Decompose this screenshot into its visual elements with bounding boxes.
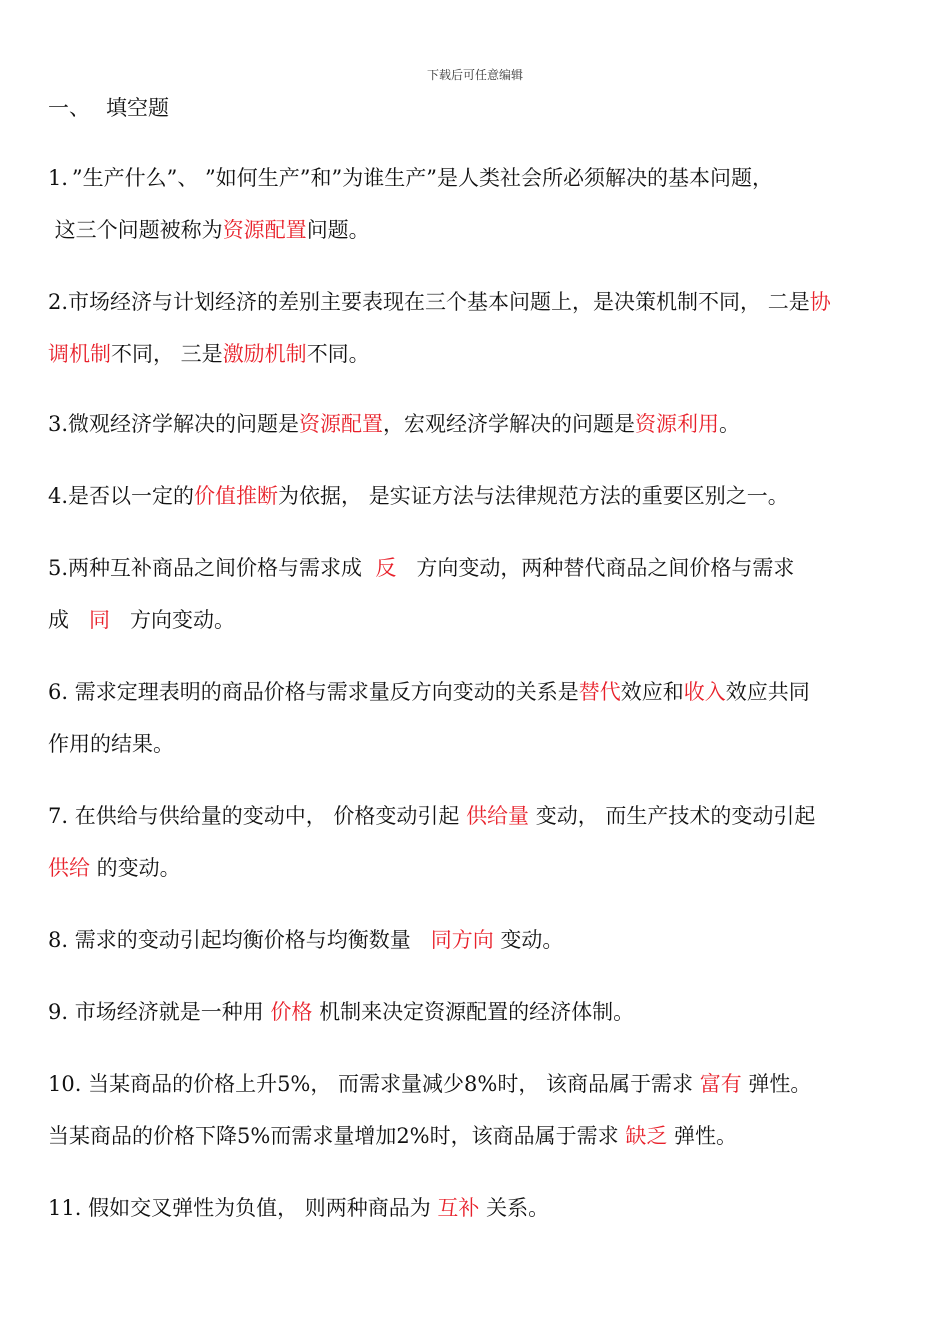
question-text: 7. 在供给与供给量的变动中， 价格变动引起 — [48, 804, 467, 828]
answer-text: 同 — [89, 608, 111, 632]
answer-text: 缺乏 — [625, 1124, 668, 1148]
answer-text: 收入 — [683, 680, 726, 704]
question-text: 效应和 — [620, 680, 684, 704]
answer-text: 价格 — [270, 1000, 313, 1024]
question-item — [48, 666, 908, 770]
question-line — [48, 666, 908, 718]
question-line — [48, 1182, 908, 1234]
question-line — [48, 718, 908, 770]
question-text: 4.是否以一定的 — [48, 484, 195, 508]
question-item — [48, 276, 908, 380]
question-line — [48, 594, 908, 646]
answer-text: 反 — [375, 556, 397, 580]
question-text: 弹性。 — [741, 1072, 812, 1096]
question-line — [48, 276, 908, 328]
question-text: 方向变动，两种替代商品之间价格与需求 — [396, 556, 795, 580]
section-number: 一、 — [48, 96, 90, 120]
question-line — [48, 542, 908, 594]
question-item — [48, 470, 908, 522]
question-item — [48, 542, 908, 646]
question-text: 关系。 — [479, 1196, 550, 1220]
question-line — [48, 986, 908, 1038]
question-line — [48, 1058, 908, 1110]
question-text: 作用的结果。 — [48, 732, 174, 756]
question-text: 变动。 — [493, 928, 564, 952]
question-line — [48, 398, 908, 450]
answer-text: 资源配置 — [222, 218, 307, 242]
question-line — [48, 1110, 908, 1162]
answer-text: 富有 — [699, 1072, 742, 1096]
question-line — [48, 470, 908, 522]
question-text: 变动， 而生产技术的变动引起 — [529, 804, 816, 828]
answer-text: 资源配置 — [299, 412, 384, 436]
answer-text: 替代 — [578, 680, 621, 704]
question-text: 不同。 — [306, 342, 370, 366]
question-text: 8. 需求的变动引起均衡价格与均衡数量 — [48, 928, 431, 952]
question-item — [48, 914, 908, 966]
question-item — [48, 1058, 908, 1162]
question-text: 机制来决定资源配置的经济体制。 — [312, 1000, 635, 1024]
question-line — [48, 914, 908, 966]
question-line — [48, 204, 908, 256]
question-item — [48, 986, 908, 1038]
question-text: 不同， 三是 — [111, 342, 223, 366]
question-line — [48, 842, 908, 894]
question-text: ，宏观经济学解决的问题是 — [383, 412, 636, 436]
question-text: 方向变动。 — [110, 608, 236, 632]
answer-text: 价值推断 — [194, 484, 279, 508]
answer-text: 供给量 — [466, 804, 530, 828]
section-heading — [48, 92, 169, 122]
question-text: 2.市场经济与计划经济的差别主要表现在三个基本问题上，是决策机制不同， 二是 — [48, 290, 810, 314]
question-text: 当某商品的价格下降5%而需求量增加2%时，该商品属于需求 — [48, 1124, 626, 1148]
question-text: 1．”生产什么”、 ”如何生产”和”为谁生产”是人类社会所必须解决的基本问题， — [48, 166, 773, 190]
answer-text: 激励机制 — [222, 342, 307, 366]
question-text: 6. 需求定理表明的商品价格与需求量反方向变动的关系是 — [48, 680, 579, 704]
question-text: 9. 市场经济就是一种用 — [48, 1000, 271, 1024]
question-item — [48, 1182, 908, 1234]
answer-text: 资源利用 — [635, 412, 720, 436]
question-line — [48, 328, 908, 380]
answer-text: 互补 — [437, 1196, 480, 1220]
question-item — [48, 152, 908, 256]
page-header: 下载后可任意编辑 — [426, 68, 523, 82]
question-text: 效应共同 — [725, 680, 810, 704]
answer-text: 同方向 — [430, 928, 494, 952]
question-text: 10. 当某商品的价格上升5%， 而需求量减少8%时， 该商品属于需求 — [48, 1072, 700, 1096]
question-text: 这三个问题被称为 — [48, 218, 223, 242]
question-text: 11. 假如交叉弹性为负值， 则两种商品为 — [48, 1196, 438, 1220]
question-text: 3.微观经济学解决的问题是 — [48, 412, 300, 436]
answer-text: 供给 — [48, 856, 90, 880]
question-text: 弹性。 — [667, 1124, 737, 1148]
question-item — [48, 790, 908, 894]
question-line — [48, 790, 908, 842]
question-text: 5.两种互补商品之间价格与需求成 — [48, 556, 376, 580]
question-text: 。 — [719, 412, 741, 436]
question-item — [48, 398, 908, 450]
answer-text: 调机制 — [48, 342, 111, 366]
question-line — [48, 152, 908, 204]
question-text: 为依据， 是实证方法与法律规范方法的重要区别之一。 — [278, 484, 789, 508]
question-text: 问题。 — [306, 218, 370, 242]
section-title: 填空题 — [106, 96, 169, 120]
answer-text: 协 — [809, 290, 831, 314]
question-text: 的变动。 — [90, 856, 181, 880]
question-text: 成 — [48, 608, 90, 632]
